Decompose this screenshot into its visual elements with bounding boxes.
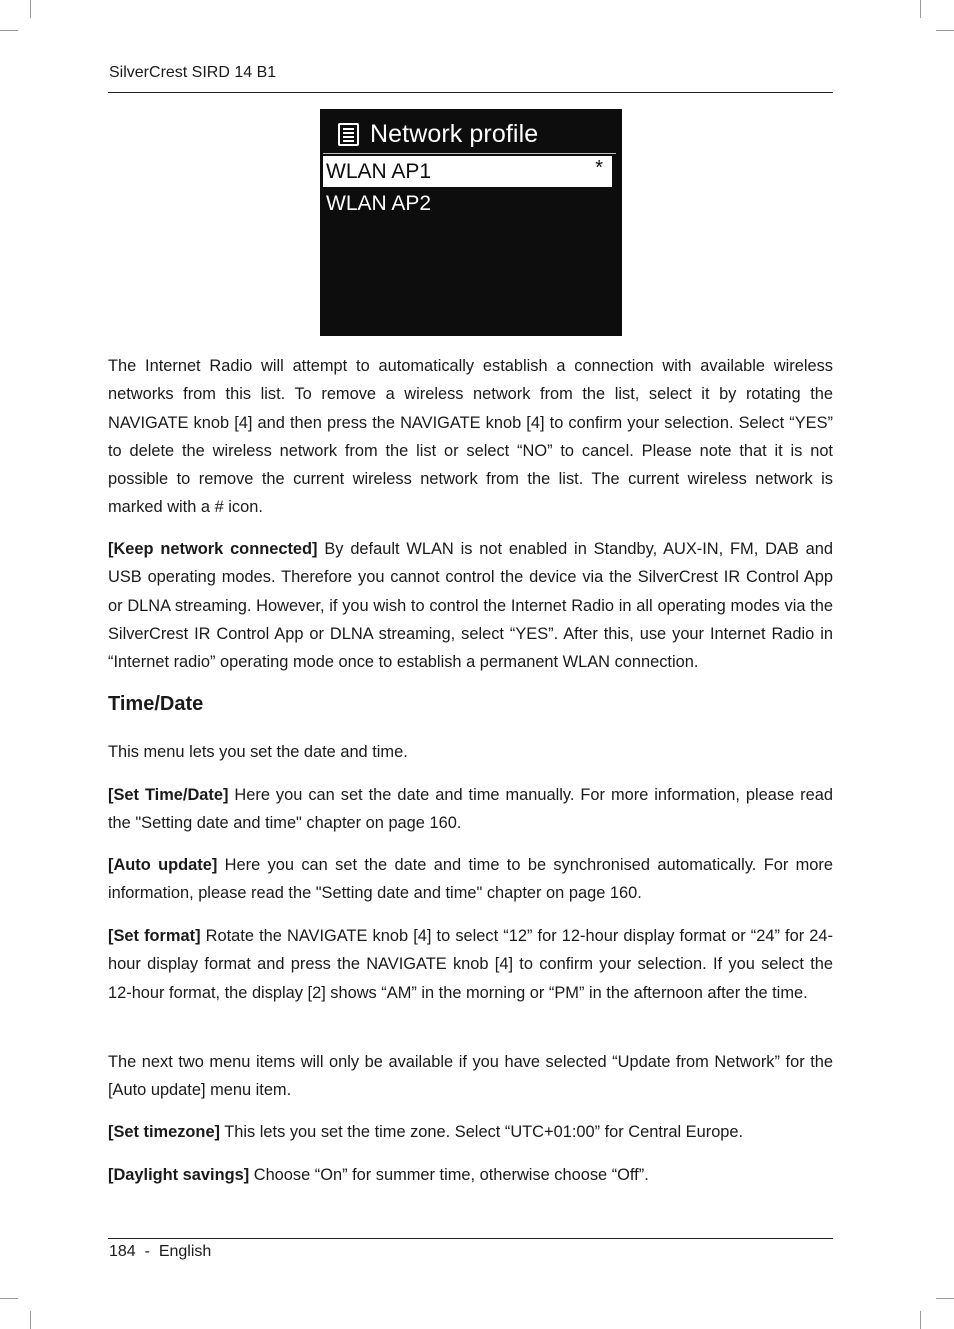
description-set-time-date: Here you can set the date and time manually. For more information, please read the "Setting date and time" chapter on page 160. <box>108 786 833 833</box>
paragraph-network-list: The Internet Radio will attempt to automatically establish a connection with available wireless networks from this list. To remove a wireless network from the list, select it by rotating the NAVIGATE knob [4] and then press the NAVIGATE knob [4] to confirm your selection. Select “YES” to delete the wireless network from the list or select “NO” to cancel. Please note that it is not possible to remove the current wireless network from the list. The current wireless network is marked with a # icon. <box>108 357 833 517</box>
paragraph-keep-network <box>108 535 833 676</box>
paragraph-set-format <box>108 922 833 1007</box>
page-header <box>108 63 833 93</box>
term-keep-network-connected: [Keep network connected] <box>108 540 318 558</box>
description-set-format: Rotate the NAVIGATE knob [4] to select “12” for 12-hour display format or “24” for 24-hour display format and press the NAVIGATE knob [4] to confirm your selection. If you select the 12-hour format, the display [2] shows “AM” in the morning or “PM” in the afternoon after the time. <box>108 927 833 1002</box>
term-set-format: [Set format] <box>108 927 201 945</box>
network-item-label: WLAN AP2 <box>326 192 432 215</box>
crop-mark <box>936 1298 954 1299</box>
description-set-timezone: This lets you set the time zone. Select “UTC+01:00” for Central Europe. <box>220 1123 744 1141</box>
footer-language: English <box>158 1243 212 1260</box>
section-heading: Time/Date <box>108 693 204 715</box>
term-set-time-date: [Set Time/Date] <box>108 786 229 804</box>
crop-mark <box>30 1311 31 1329</box>
description-keep-network-connected: By default WLAN is not enabled in Standby, AUX-IN, FM, DAB and USB operating modes. Therefore you cannot control the device via the SilverCrest IR Control App or DLNA streaming. However, if you wish to control the Internet Radio in all operating modes via the SilverCrest IR Control App or DLNA streaming, select “YES”. After this, use your Internet Radio in “Internet radio” operating mode once to establish a permanent WLAN connection. <box>108 540 833 672</box>
radio-display-screenshot <box>320 109 622 336</box>
screen-title-row <box>338 119 538 149</box>
network-item-marker: * <box>595 157 603 179</box>
crop-mark <box>0 1298 18 1299</box>
network-item-selected <box>323 156 612 187</box>
paragraph-set-timezone <box>108 1118 833 1146</box>
crop-mark <box>920 0 921 18</box>
page-number: 184 <box>109 1243 136 1260</box>
term-daylight-savings: [Daylight savings] <box>108 1166 250 1184</box>
paragraph-next-items: The next two menu items will only be available if you have selected “Update from Network” for the [Auto update] menu item. <box>108 1053 833 1100</box>
list-icon <box>338 123 359 146</box>
page-footer <box>108 1238 833 1260</box>
paragraph-daylight-savings <box>108 1161 833 1189</box>
crop-mark <box>936 30 954 31</box>
paragraph-intro: This menu lets you set the date and time. <box>108 743 408 761</box>
network-item <box>323 188 612 219</box>
paragraph-set-time-date <box>108 781 833 838</box>
crop-mark <box>30 0 31 18</box>
network-item-label: WLAN AP1 <box>326 160 432 183</box>
crop-mark <box>0 30 18 31</box>
term-set-timezone: [Set timezone] <box>108 1123 221 1141</box>
screen-title: Network profile <box>370 119 539 148</box>
description-daylight-savings: Choose “On” for summer time, otherwise choose “Off”. <box>249 1166 649 1184</box>
description-auto-update: Here you can set the date and time to be synchronised automatically. For more information, please read the "Setting date and time" chapter on page 160. <box>108 856 833 903</box>
footer-text <box>109 1243 211 1261</box>
paragraph-auto-update <box>108 851 833 908</box>
header-title: SilverCrest SIRD 14 B1 <box>109 64 277 81</box>
crop-mark <box>920 1311 921 1329</box>
term-auto-update: [Auto update] <box>108 856 218 874</box>
screen-divider <box>323 153 616 154</box>
footer-separator: - <box>144 1243 150 1260</box>
